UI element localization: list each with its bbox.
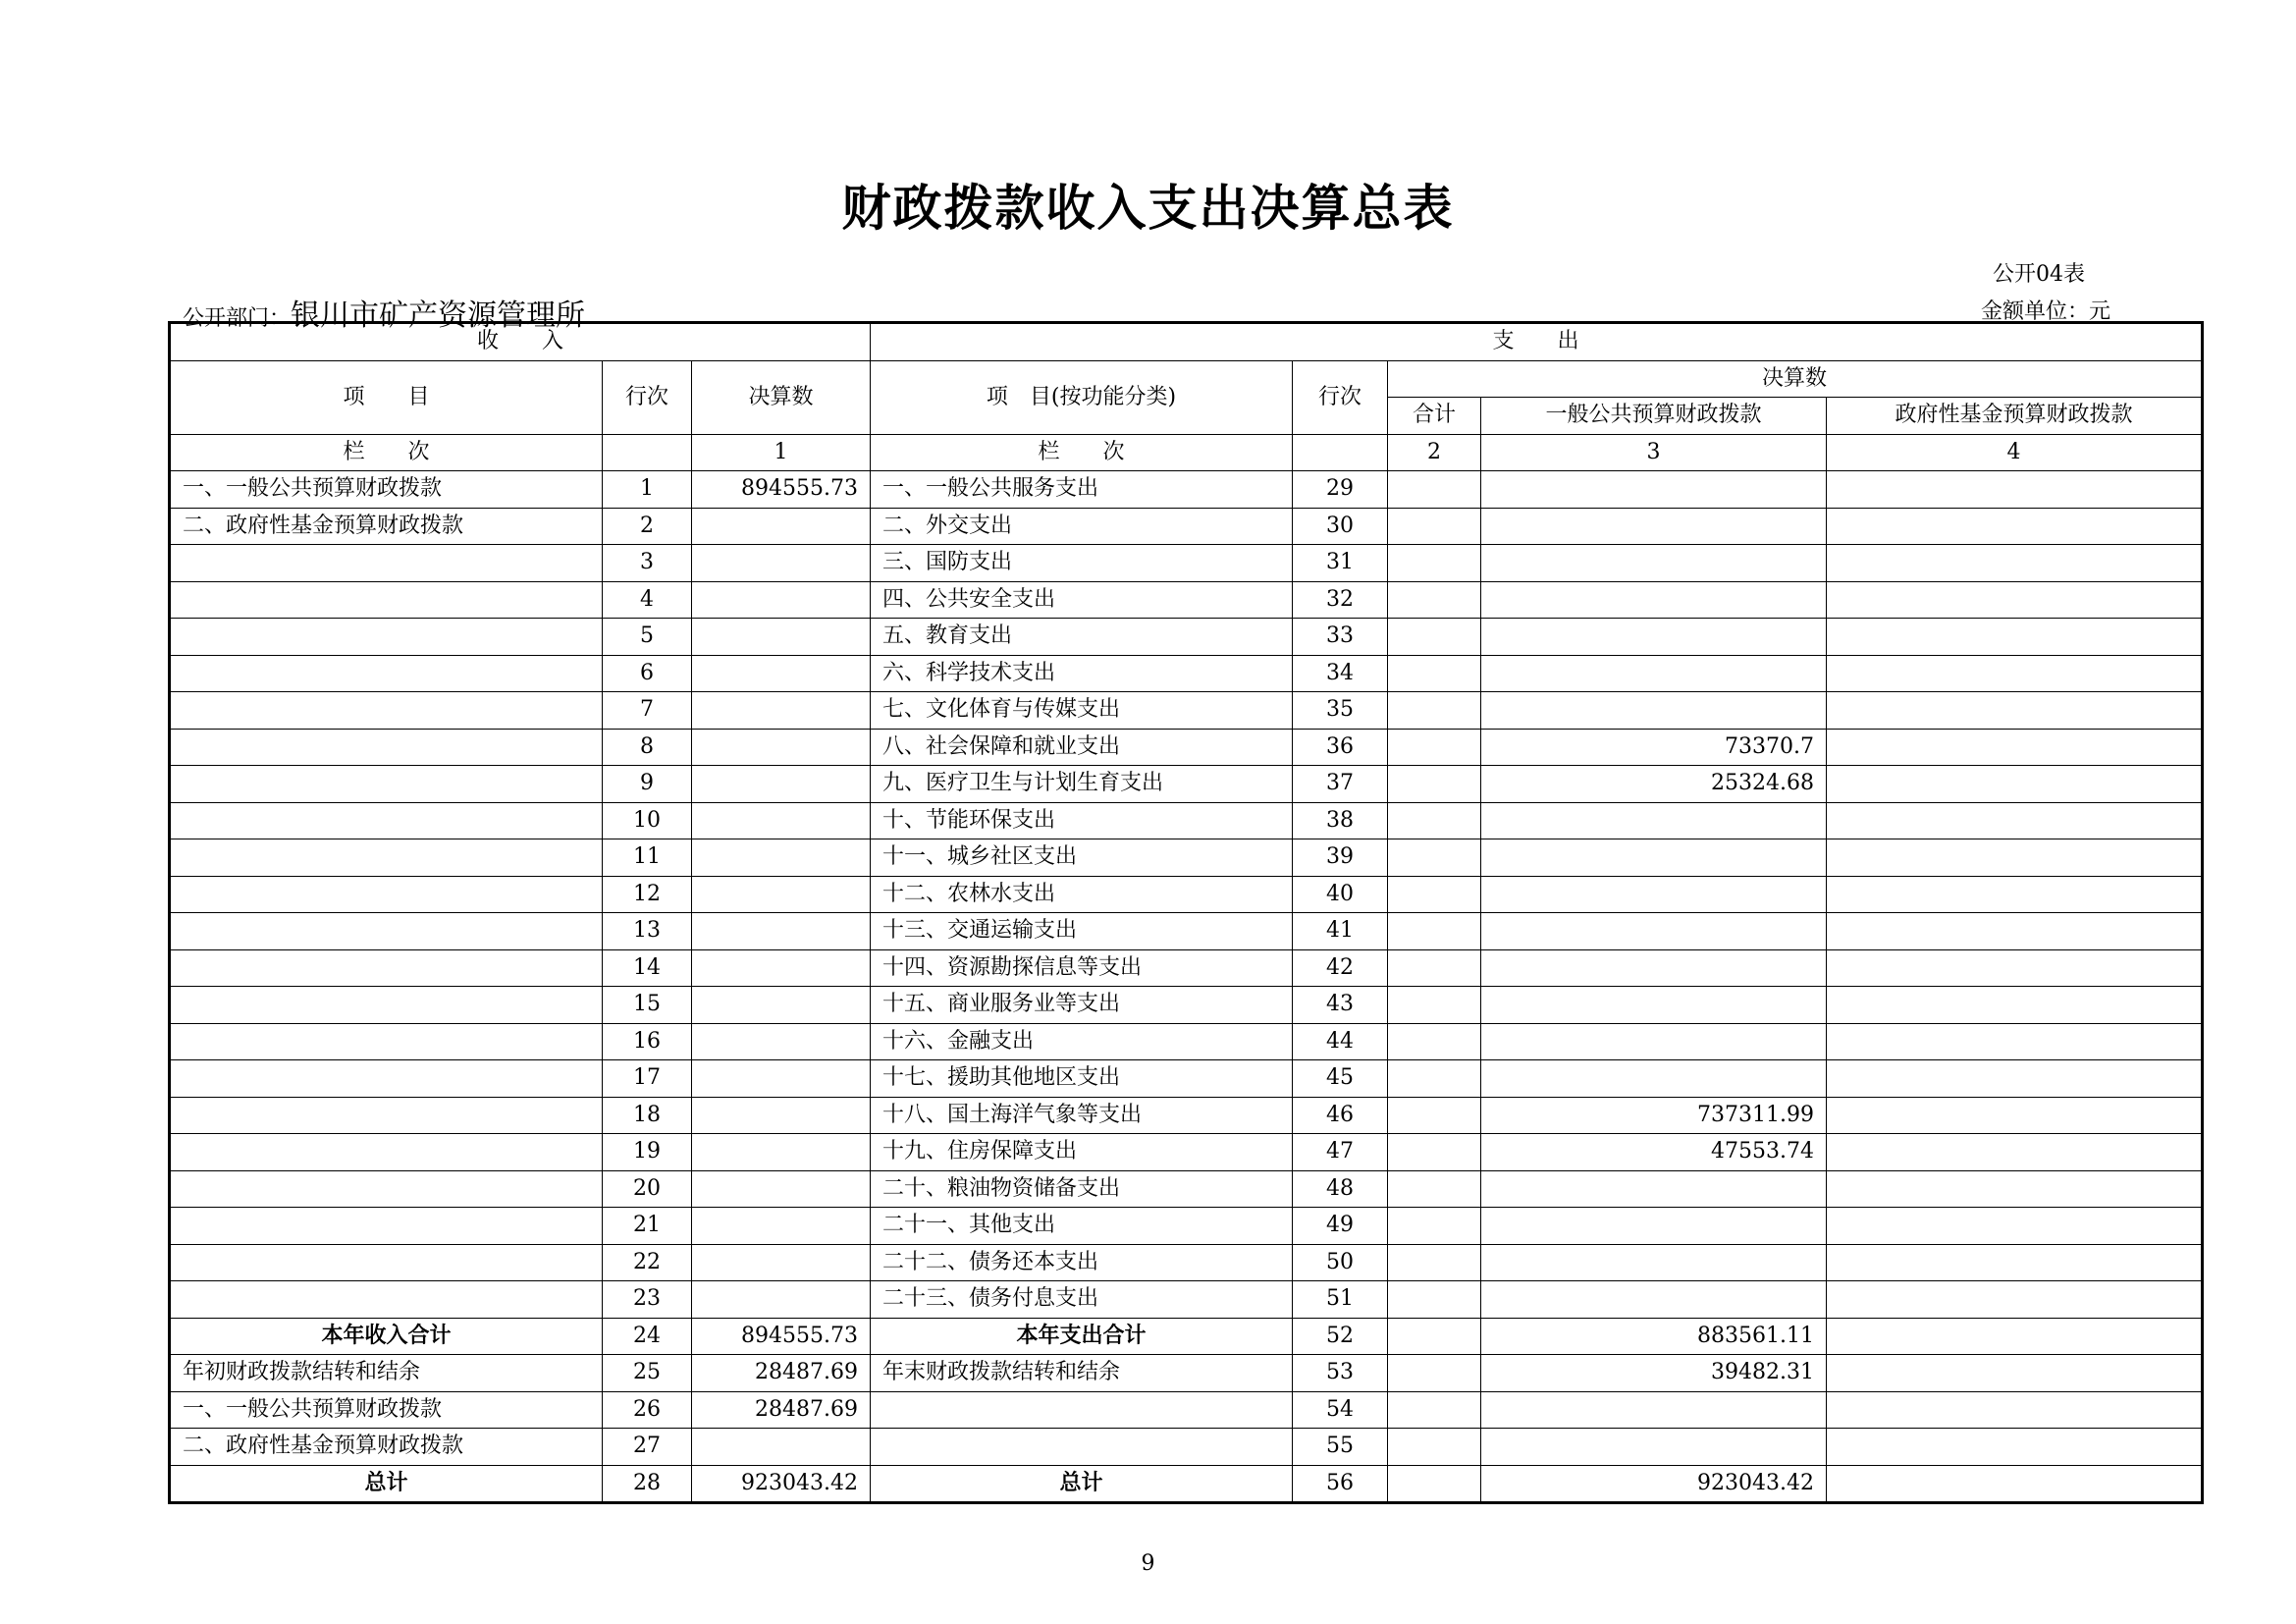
income-amount-cell <box>692 1244 871 1281</box>
expense-general-cell <box>1481 581 1827 619</box>
expense-item-cell: 二、外交支出 <box>871 508 1293 545</box>
expense-general-cell: 47553.74 <box>1481 1134 1827 1171</box>
table-row <box>170 692 2203 730</box>
income-item-cell <box>170 692 603 730</box>
table-row <box>170 987 2203 1024</box>
header-row-2 <box>170 360 2203 398</box>
income-row-no-cell: 10 <box>603 802 692 839</box>
expense-fund-cell <box>1827 1391 2203 1429</box>
expense-total-cell <box>1388 949 1481 987</box>
total-header: 合计 <box>1388 398 1481 435</box>
income-row-no-cell: 2 <box>603 508 692 545</box>
income-amount-cell <box>692 987 871 1024</box>
income-row-no-cell: 6 <box>603 655 692 692</box>
income-item-cell <box>170 1208 603 1245</box>
expense-row-no-cell: 49 <box>1293 1208 1388 1245</box>
expense-fund-cell <box>1827 802 2203 839</box>
expense-item-cell: 八、社会保障和就业支出 <box>871 729 1293 766</box>
expense-row-no-cell: 29 <box>1293 471 1388 509</box>
table-row <box>170 471 2203 509</box>
table-row <box>170 1391 2203 1429</box>
department-name: 银川市矿产资源管理所 <box>291 298 586 333</box>
expense-general-cell <box>1481 1208 1827 1245</box>
expense-row-no-cell: 55 <box>1293 1429 1388 1466</box>
table-row <box>170 949 2203 987</box>
general-budget-header: 一般公共预算财政拨款 <box>1481 398 1827 435</box>
table-row <box>170 1465 2203 1503</box>
column-label-2: 栏 次 <box>871 434 1293 471</box>
expense-row-no-cell: 53 <box>1293 1355 1388 1392</box>
expense-total-cell <box>1388 1244 1481 1281</box>
expense-item-cell: 二十二、债务还本支出 <box>871 1244 1293 1281</box>
expense-item-cell: 十一、城乡社区支出 <box>871 839 1293 877</box>
income-item-cell <box>170 1023 603 1060</box>
income-amount-cell <box>692 508 871 545</box>
table-row <box>170 545 2203 582</box>
expense-total-cell <box>1388 876 1481 913</box>
expense-fund-cell <box>1827 581 2203 619</box>
expense-total-cell <box>1388 1170 1481 1208</box>
income-row-no-cell: 3 <box>603 545 692 582</box>
expense-general-cell <box>1481 1281 1827 1319</box>
income-item-cell <box>170 1060 603 1098</box>
expense-fund-cell <box>1827 876 2203 913</box>
expense-total-cell <box>1388 987 1481 1024</box>
income-item-cell <box>170 1097 603 1134</box>
department-label: 公开部门： <box>183 306 292 331</box>
amount-unit: 金额单位：元 <box>1981 299 2111 324</box>
table-row <box>170 1281 2203 1319</box>
income-row-no-cell: 18 <box>603 1097 692 1134</box>
expense-fund-cell <box>1827 1355 2203 1392</box>
income-row-no-cell: 20 <box>603 1170 692 1208</box>
expense-total-cell <box>1388 545 1481 582</box>
expense-fund-cell <box>1827 1060 2203 1098</box>
expense-item-cell <box>871 1429 1293 1466</box>
income-amount-cell <box>692 1208 871 1245</box>
expense-row-no-cell: 43 <box>1293 987 1388 1024</box>
expense-item-cell: 年末财政拨款结转和结余 <box>871 1355 1293 1392</box>
expense-general-cell <box>1481 619 1827 656</box>
expense-fund-cell <box>1827 692 2203 730</box>
expense-total-cell <box>1388 581 1481 619</box>
income-amount-cell <box>692 839 871 877</box>
expense-total-cell <box>1388 1318 1481 1355</box>
income-row-no-cell: 28 <box>603 1465 692 1503</box>
expense-item-cell: 一、一般公共服务支出 <box>871 471 1293 509</box>
expense-fund-cell <box>1827 471 2203 509</box>
expense-item-cell: 十六、金融支出 <box>871 1023 1293 1060</box>
income-item-cell: 一、一般公共预算财政拨款 <box>170 471 603 509</box>
income-row-no-cell: 16 <box>603 1023 692 1060</box>
expense-general-cell <box>1481 913 1827 950</box>
income-item-cell: 本年收入合计 <box>170 1318 603 1355</box>
column-index-row <box>170 434 2203 471</box>
income-row-no-cell: 14 <box>603 949 692 987</box>
table-row <box>170 619 2203 656</box>
column-label: 栏 次 <box>170 434 603 471</box>
income-row-no-cell: 24 <box>603 1318 692 1355</box>
table-row <box>170 581 2203 619</box>
income-row-no-cell: 11 <box>603 839 692 877</box>
table-row <box>170 766 2203 803</box>
table-row <box>170 1060 2203 1098</box>
income-amount-cell <box>692 1060 871 1098</box>
expense-amount-header: 决算数 <box>1388 360 2203 398</box>
income-amount-cell <box>692 655 871 692</box>
expense-total-cell <box>1388 1465 1481 1503</box>
income-row-no-cell: 13 <box>603 913 692 950</box>
expense-row-no-cell: 39 <box>1293 839 1388 877</box>
expense-row-no-cell: 40 <box>1293 876 1388 913</box>
expense-general-cell <box>1481 545 1827 582</box>
expense-fund-cell <box>1827 1281 2203 1319</box>
income-item-cell <box>170 839 603 877</box>
appropriation-table <box>168 321 2204 1504</box>
expense-item-cell: 十七、援助其他地区支出 <box>871 1060 1293 1098</box>
expense-item-cell <box>871 1391 1293 1429</box>
expense-total-cell <box>1388 1281 1481 1319</box>
expense-total-cell <box>1388 766 1481 803</box>
table-row <box>170 1429 2203 1466</box>
expense-item-cell: 二十、粮油物资储备支出 <box>871 1170 1293 1208</box>
income-row-no-cell: 4 <box>603 581 692 619</box>
income-row-no-cell: 17 <box>603 1060 692 1098</box>
expense-item-cell: 十、节能环保支出 <box>871 802 1293 839</box>
income-row-no-cell: 15 <box>603 987 692 1024</box>
expense-general-cell <box>1481 839 1827 877</box>
column-index-blank <box>603 434 692 471</box>
expense-item-cell: 本年支出合计 <box>871 1318 1293 1355</box>
expense-fund-cell <box>1827 949 2203 987</box>
expense-fund-cell <box>1827 1023 2203 1060</box>
page-title: 财政拨款收入支出决算总表 <box>841 180 1455 237</box>
income-amount-cell <box>692 1170 871 1208</box>
expense-item-cell: 五、教育支出 <box>871 619 1293 656</box>
expense-fund-cell <box>1827 766 2203 803</box>
expense-row-no-cell: 44 <box>1293 1023 1388 1060</box>
expense-row-no-cell: 37 <box>1293 766 1388 803</box>
income-amount-cell <box>692 729 871 766</box>
expense-row-no-cell: 30 <box>1293 508 1388 545</box>
expense-item-cell: 三、国防支出 <box>871 545 1293 582</box>
income-item-cell <box>170 766 603 803</box>
income-amount-cell <box>692 802 871 839</box>
expense-row-no-cell: 45 <box>1293 1060 1388 1098</box>
expense-header: 支 出 <box>871 323 2203 361</box>
income-amount-cell <box>692 545 871 582</box>
income-item-header: 项 目 <box>170 360 603 434</box>
income-item-cell <box>170 619 603 656</box>
table-row <box>170 729 2203 766</box>
expense-item-cell: 十三、交通运输支出 <box>871 913 1293 950</box>
expense-fund-cell <box>1827 1170 2203 1208</box>
table-row <box>170 1318 2203 1355</box>
income-row-no-cell: 21 <box>603 1208 692 1245</box>
expense-row-no-cell: 35 <box>1293 692 1388 730</box>
expense-general-cell <box>1481 1391 1827 1429</box>
income-amount-cell: 28487.69 <box>692 1391 871 1429</box>
income-amount-header: 决算数 <box>692 360 871 434</box>
expense-fund-cell <box>1827 1429 2203 1466</box>
expense-fund-cell <box>1827 1244 2203 1281</box>
expense-fund-cell <box>1827 1134 2203 1171</box>
expense-general-cell <box>1481 692 1827 730</box>
header-row-1 <box>170 323 2203 361</box>
income-item-cell: 一、一般公共预算财政拨款 <box>170 1391 603 1429</box>
expense-total-cell <box>1388 619 1481 656</box>
page-number: 9 <box>1141 1551 1155 1576</box>
expense-total-cell <box>1388 1208 1481 1245</box>
table-row <box>170 1355 2203 1392</box>
expense-total-cell <box>1388 692 1481 730</box>
column-index-2: 2 <box>1388 434 1481 471</box>
expense-general-cell <box>1481 655 1827 692</box>
income-item-cell: 二、政府性基金预算财政拨款 <box>170 508 603 545</box>
table-row <box>170 1097 2203 1134</box>
expense-general-cell <box>1481 471 1827 509</box>
expense-row-no-cell: 50 <box>1293 1244 1388 1281</box>
expense-fund-cell <box>1827 619 2203 656</box>
income-item-cell <box>170 1244 603 1281</box>
column-index-4: 4 <box>1827 434 2203 471</box>
column-index-3: 3 <box>1481 434 1827 471</box>
income-item-cell <box>170 876 603 913</box>
expense-total-cell <box>1388 1060 1481 1098</box>
income-amount-cell: 894555.73 <box>692 471 871 509</box>
income-item-cell <box>170 1134 603 1171</box>
income-amount-cell: 894555.73 <box>692 1318 871 1355</box>
expense-general-cell: 883561.11 <box>1481 1318 1827 1355</box>
expense-row-no-cell: 32 <box>1293 581 1388 619</box>
expense-general-cell <box>1481 876 1827 913</box>
income-row-no-cell: 27 <box>603 1429 692 1466</box>
expense-row-no-cell: 33 <box>1293 619 1388 656</box>
expense-general-cell <box>1481 1244 1827 1281</box>
income-row-no-cell: 5 <box>603 619 692 656</box>
expense-fund-cell <box>1827 508 2203 545</box>
expense-item-cell: 九、医疗卫生与计划生育支出 <box>871 766 1293 803</box>
income-item-cell <box>170 1170 603 1208</box>
expense-total-cell <box>1388 508 1481 545</box>
expense-row-no-cell: 46 <box>1293 1097 1388 1134</box>
income-item-cell <box>170 987 603 1024</box>
table-row <box>170 655 2203 692</box>
income-row-no-cell: 22 <box>603 1244 692 1281</box>
expense-fund-cell <box>1827 913 2203 950</box>
expense-row-no-cell: 42 <box>1293 949 1388 987</box>
income-amount-cell <box>692 692 871 730</box>
expense-fund-cell <box>1827 1208 2203 1245</box>
income-amount-cell: 28487.69 <box>692 1355 871 1392</box>
income-row-no-cell: 23 <box>603 1281 692 1319</box>
expense-fund-cell <box>1827 729 2203 766</box>
expense-total-cell <box>1388 913 1481 950</box>
income-item-cell <box>170 581 603 619</box>
income-row-no-cell: 19 <box>603 1134 692 1171</box>
income-amount-cell <box>692 766 871 803</box>
income-item-cell: 年初财政拨款结转和结余 <box>170 1355 603 1392</box>
income-amount-cell <box>692 619 871 656</box>
income-amount-cell <box>692 876 871 913</box>
income-row-no-cell: 1 <box>603 471 692 509</box>
expense-row-no-cell: 48 <box>1293 1170 1388 1208</box>
table-row <box>170 1170 2203 1208</box>
expense-fund-cell <box>1827 1465 2203 1503</box>
income-header: 收 入 <box>170 323 871 361</box>
expense-row-no-cell: 51 <box>1293 1281 1388 1319</box>
expense-fund-cell <box>1827 545 2203 582</box>
expense-general-cell <box>1481 1023 1827 1060</box>
expense-row-no-cell: 52 <box>1293 1318 1388 1355</box>
table-row <box>170 1244 2203 1281</box>
table-row <box>170 876 2203 913</box>
income-row-no-cell: 7 <box>603 692 692 730</box>
income-amount-cell <box>692 1429 871 1466</box>
expense-total-cell <box>1388 839 1481 877</box>
income-row-no-cell: 8 <box>603 729 692 766</box>
income-row-no-cell: 9 <box>603 766 692 803</box>
table-code: 公开04表 <box>1993 262 2085 287</box>
expense-total-cell <box>1388 1429 1481 1466</box>
expense-total-cell <box>1388 1391 1481 1429</box>
income-item-cell <box>170 729 603 766</box>
income-amount-cell <box>692 1134 871 1171</box>
expense-general-cell <box>1481 508 1827 545</box>
expense-general-cell <box>1481 949 1827 987</box>
table-row <box>170 508 2203 545</box>
expense-item-cell: 四、公共安全支出 <box>871 581 1293 619</box>
expense-general-cell <box>1481 1170 1827 1208</box>
expense-total-cell <box>1388 655 1481 692</box>
income-row-no-header: 行次 <box>603 360 692 434</box>
income-amount-cell <box>692 1097 871 1134</box>
table-row <box>170 1134 2203 1171</box>
expense-item-cell: 十九、住房保障支出 <box>871 1134 1293 1171</box>
table-row <box>170 913 2203 950</box>
expense-item-cell: 十二、农林水支出 <box>871 876 1293 913</box>
expense-fund-cell <box>1827 1318 2203 1355</box>
table-row <box>170 839 2203 877</box>
income-item-cell <box>170 1281 603 1319</box>
income-amount-cell <box>692 581 871 619</box>
expense-total-cell <box>1388 802 1481 839</box>
expense-total-cell <box>1388 1097 1481 1134</box>
expense-total-cell <box>1388 1355 1481 1392</box>
expense-item-cell: 十四、资源勘探信息等支出 <box>871 949 1293 987</box>
income-item-cell <box>170 802 603 839</box>
expense-fund-cell <box>1827 1097 2203 1134</box>
income-amount-cell: 923043.42 <box>692 1465 871 1503</box>
expense-fund-cell <box>1827 987 2203 1024</box>
expense-row-no-header: 行次 <box>1293 360 1388 434</box>
expense-item-cell: 六、科学技术支出 <box>871 655 1293 692</box>
income-row-no-cell: 12 <box>603 876 692 913</box>
expense-general-cell: 73370.7 <box>1481 729 1827 766</box>
expense-fund-cell <box>1827 839 2203 877</box>
expense-row-no-cell: 56 <box>1293 1465 1388 1503</box>
expense-total-cell <box>1388 729 1481 766</box>
column-index-blank <box>1293 434 1388 471</box>
expense-row-no-cell: 41 <box>1293 913 1388 950</box>
expense-general-cell: 39482.31 <box>1481 1355 1827 1392</box>
expense-item-cell: 十五、商业服务业等支出 <box>871 987 1293 1024</box>
expense-general-cell: 737311.99 <box>1481 1097 1827 1134</box>
expense-fund-cell <box>1827 655 2203 692</box>
income-row-no-cell: 25 <box>603 1355 692 1392</box>
table-row <box>170 1208 2203 1245</box>
income-row-no-cell: 26 <box>603 1391 692 1429</box>
expense-row-no-cell: 31 <box>1293 545 1388 582</box>
expense-row-no-cell: 36 <box>1293 729 1388 766</box>
expense-item-cell: 十八、国土海洋气象等支出 <box>871 1097 1293 1134</box>
income-item-cell: 二、政府性基金预算财政拨款 <box>170 1429 603 1466</box>
income-amount-cell <box>692 1023 871 1060</box>
expense-item-cell: 二十三、债务付息支出 <box>871 1281 1293 1319</box>
expense-item-cell: 七、文化体育与传媒支出 <box>871 692 1293 730</box>
income-item-cell <box>170 545 603 582</box>
expense-row-no-cell: 38 <box>1293 802 1388 839</box>
income-item-cell <box>170 913 603 950</box>
expense-row-no-cell: 54 <box>1293 1391 1388 1429</box>
table-row <box>170 802 2203 839</box>
expense-total-cell <box>1388 1134 1481 1171</box>
expense-item-cell: 二十一、其他支出 <box>871 1208 1293 1245</box>
expense-row-no-cell: 47 <box>1293 1134 1388 1171</box>
income-amount-cell <box>692 949 871 987</box>
expense-general-cell: 923043.42 <box>1481 1465 1827 1503</box>
gov-fund-header: 政府性基金预算财政拨款 <box>1827 398 2203 435</box>
income-item-cell <box>170 949 603 987</box>
expense-general-cell <box>1481 1060 1827 1098</box>
income-item-cell: 总计 <box>170 1465 603 1503</box>
expense-item-cell: 总计 <box>871 1465 1293 1503</box>
table-row <box>170 1023 2203 1060</box>
expense-general-cell <box>1481 987 1827 1024</box>
income-amount-cell <box>692 1281 871 1319</box>
income-amount-cell <box>692 913 871 950</box>
expense-total-cell <box>1388 1023 1481 1060</box>
expense-general-cell: 25324.68 <box>1481 766 1827 803</box>
expense-total-cell <box>1388 471 1481 509</box>
expense-item-header: 项 目(按功能分类) <box>871 360 1293 434</box>
expense-row-no-cell: 34 <box>1293 655 1388 692</box>
column-index-1: 1 <box>692 434 871 471</box>
income-item-cell <box>170 655 603 692</box>
expense-general-cell <box>1481 1429 1827 1466</box>
expense-general-cell <box>1481 802 1827 839</box>
